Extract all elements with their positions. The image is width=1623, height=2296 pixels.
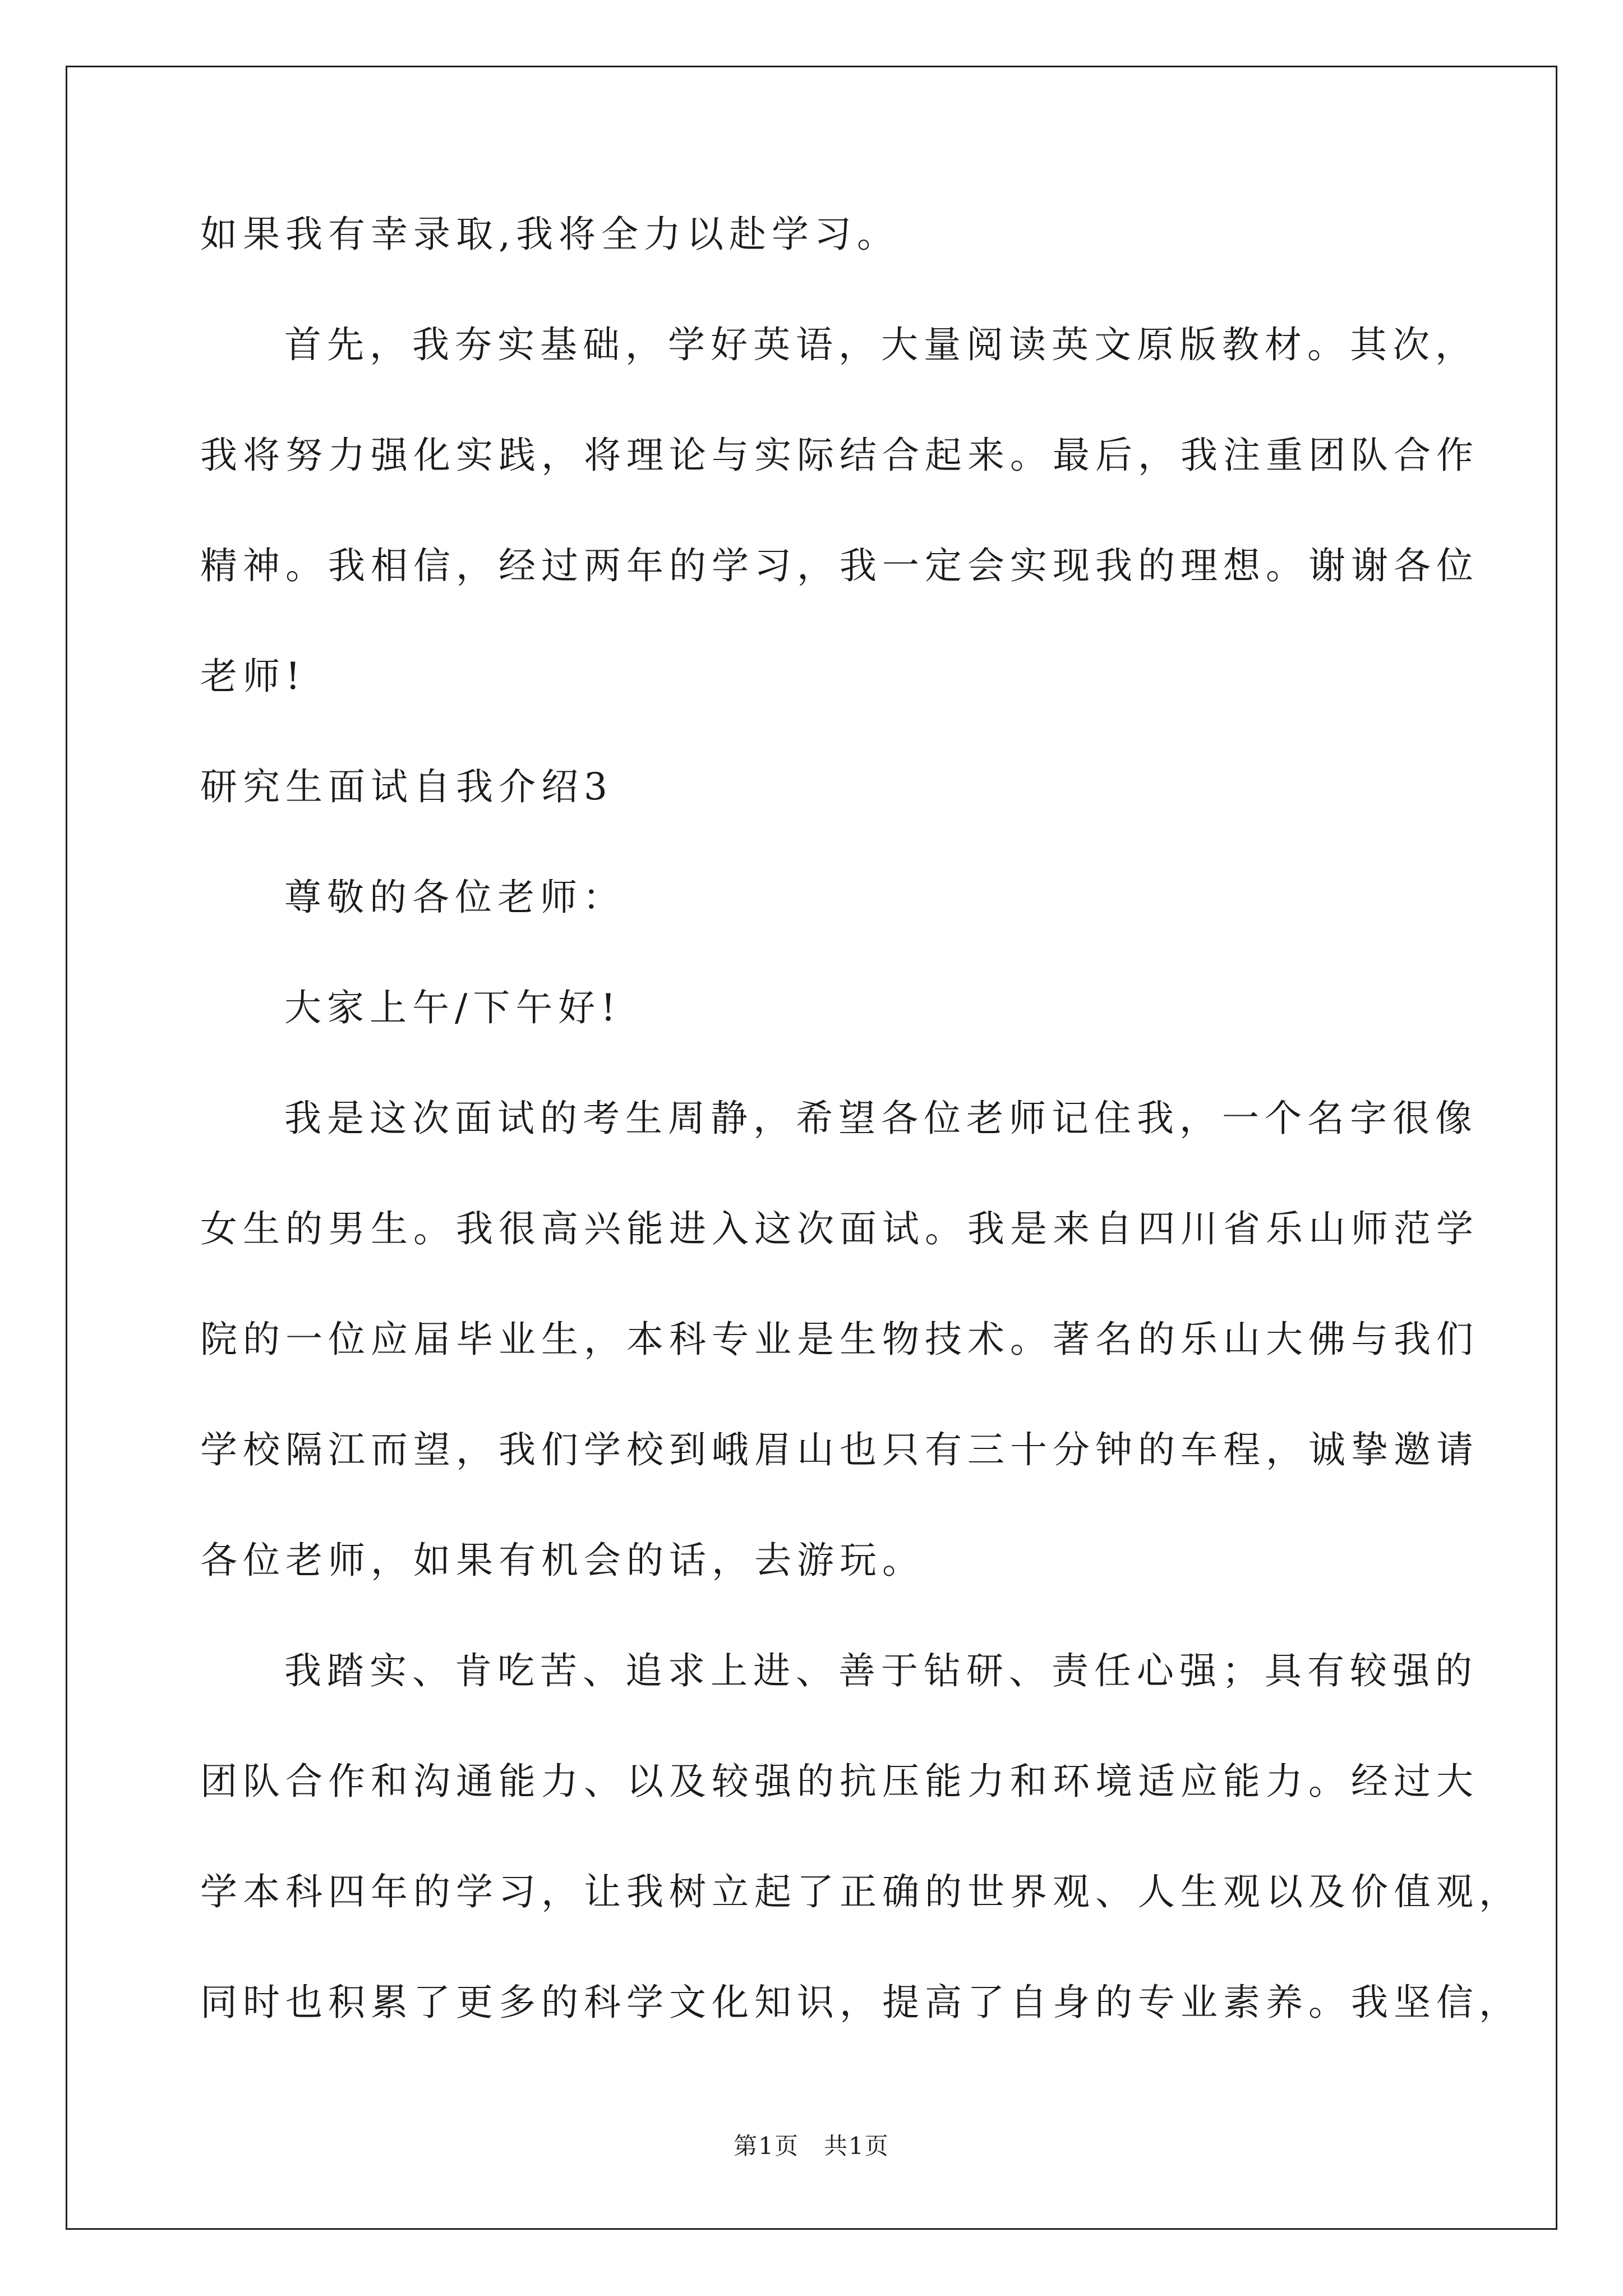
- paragraph-line: 首先，我夯实基础，学好英语，大量阅读英文原版教材。其次，: [284, 323, 1478, 366]
- salutation: 尊敬的各位老师：: [284, 876, 625, 919]
- section-heading: 研究生面试自我介绍3: [200, 765, 613, 808]
- text-line: 如果我有幸录取,我将全力以赴学习。: [200, 213, 900, 256]
- text-line: 学本科四年的学习，让我树立起了正确的世界观、人生观以及价值观，: [200, 1870, 1521, 1913]
- page-number: 第1页 共1页: [734, 2132, 889, 2160]
- text-line: 学校隔江而望，我们学校到峨眉山也只有三十分钟的车程，诚挚邀请: [200, 1428, 1479, 1471]
- paragraph-line: 我是这次面试的考生周静，希望各位老师记住我，一个名字很像: [284, 1097, 1478, 1140]
- text-line: 我将努力强化实践，将理论与实际结合起来。最后，我注重团队合作: [200, 434, 1479, 477]
- text-line: 院的一位应届毕业生，本科专业是生物技术。著名的乐山大佛与我们: [200, 1318, 1479, 1361]
- paragraph-line: 我踏实、肯吃苦、追求上进、善于钻研、责任心强；具有较强的: [284, 1649, 1478, 1692]
- text-line: 各位老师，如果有机会的话，去游玩。: [200, 1539, 925, 1582]
- text-line: 老师!: [200, 655, 306, 698]
- text-line: 精神。我相信，经过两年的学习，我一定会实现我的理想。谢谢各位: [200, 544, 1479, 587]
- text-line: 女生的男生。我很高兴能进入这次面试。我是来自四川省乐山师范学: [200, 1207, 1479, 1250]
- text-line: 同时也积累了更多的科学文化知识，提高了自身的专业素养。我坚信，: [200, 1981, 1521, 2024]
- greeting: 大家上午/下午好!: [284, 986, 621, 1029]
- text-line: 团队合作和沟通能力、以及较强的抗压能力和环境适应能力。经过大: [200, 1760, 1479, 1803]
